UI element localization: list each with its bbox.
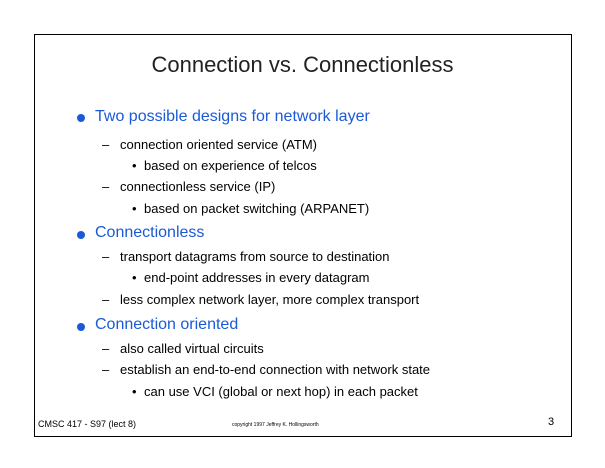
sub-bullet: connectionless service (IP) xyxy=(120,179,276,194)
dash-icon: – xyxy=(102,341,110,356)
sub-bullet: connection oriented service (ATM) xyxy=(120,137,318,152)
footer-copyright: copyright 1997 Jeffrey K. Hollingsworth xyxy=(232,422,319,428)
bullet-heading: Connection oriented xyxy=(95,316,239,333)
sub-bullet-dot-icon: • xyxy=(132,384,137,399)
detail-bullet: end-point addresses in every datagram xyxy=(144,270,370,285)
page-number: 3 xyxy=(548,416,555,428)
sub-bullet-dot-icon: • xyxy=(132,201,137,216)
bullet-heading: Two possible designs for network layer xyxy=(95,108,370,125)
bullet-dot-icon xyxy=(77,323,85,331)
detail-bullet: can use VCI (global or next hop) in each packet xyxy=(144,384,418,399)
sub-bullet: less complex network layer, more complex transport xyxy=(120,292,420,307)
dash-icon: – xyxy=(102,362,110,377)
dash-icon: – xyxy=(102,179,110,194)
footer-course: CMSC 417 - S97 (lect 8) xyxy=(38,419,137,429)
bullet-dot-icon xyxy=(77,231,85,239)
sub-bullet: transport datagrams from source to destination xyxy=(120,249,390,264)
sub-bullet-dot-icon: • xyxy=(132,158,137,173)
sub-bullet-dot-icon: • xyxy=(132,270,137,285)
sub-bullet: establish an end-to-end connection with network state xyxy=(120,362,431,377)
slide-title: Connection vs. Connectionless xyxy=(151,52,454,77)
sub-bullet: also called virtual circuits xyxy=(120,341,264,356)
detail-bullet: based on packet switching (ARPANET) xyxy=(144,201,370,216)
detail-bullet: based on experience of telcos xyxy=(144,158,317,173)
bullet-heading: Connectionless xyxy=(95,224,205,241)
dash-icon: – xyxy=(102,292,110,307)
bullet-dot-icon xyxy=(77,114,85,122)
dash-icon: – xyxy=(102,249,110,264)
dash-icon: – xyxy=(102,137,110,152)
